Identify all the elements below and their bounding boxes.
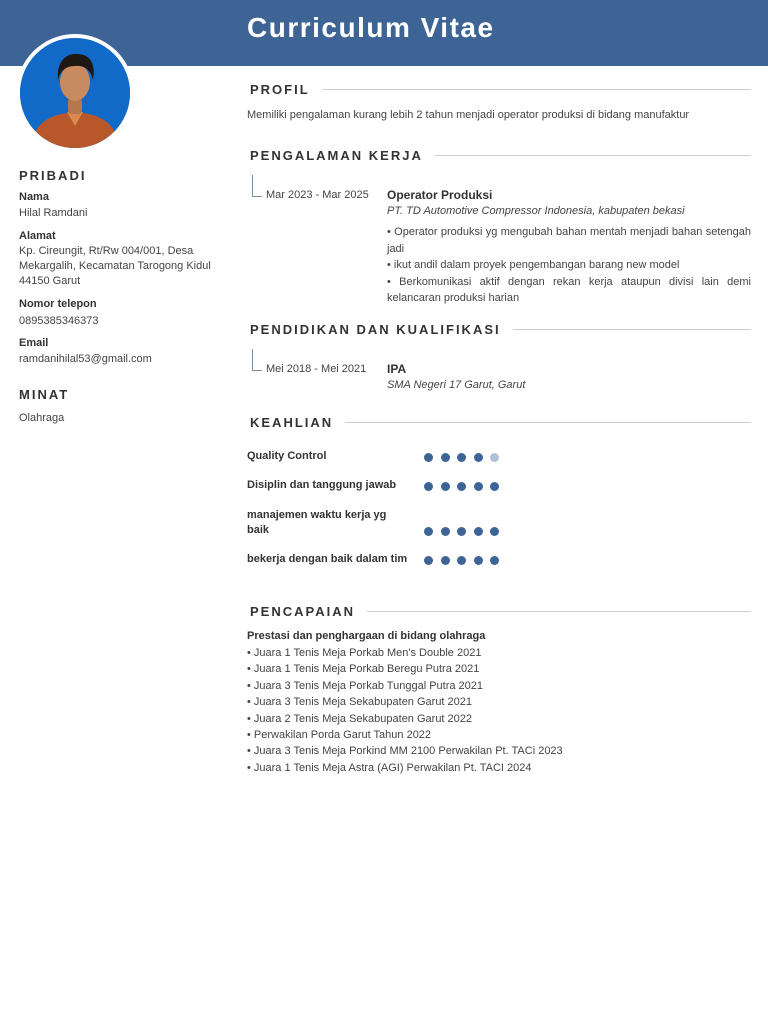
profile-photo-frame	[16, 34, 134, 152]
skill-rating	[424, 556, 499, 565]
profile-photo	[20, 38, 130, 148]
skill-rating	[424, 527, 499, 536]
experience-heading-label: PENGALAMAN KERJA	[250, 147, 423, 163]
achievements-title: Prestasi dan penghargaan di bidang olahraga	[247, 630, 486, 642]
list-item: • Juara 1 Tenis Meja Porkab Beregu Putra 2021	[247, 663, 480, 676]
email-value: ramdanihilal53@gmail.com	[19, 353, 152, 365]
skills-heading	[250, 414, 751, 430]
rating-dot-filled	[457, 453, 466, 462]
phone-value: 0895385346373	[19, 315, 99, 327]
list-item: • Juara 1 Tenis Meja Astra (AGI) Perwakilan Pt. TACI 2024	[247, 761, 532, 774]
divider-line	[435, 155, 751, 156]
rating-dot-filled	[424, 527, 433, 536]
rating-dot-filled	[441, 453, 450, 462]
skills-heading-label: KEAHLIAN	[250, 414, 334, 430]
interest-value: Olahraga	[19, 412, 65, 424]
email-label: Email	[19, 337, 49, 349]
phone-label: Nomor telepon	[19, 298, 97, 310]
experience-title: Operator Produksi	[387, 188, 493, 202]
achievements-list	[247, 645, 563, 776]
achievements-heading-label: PENCAPAIAN	[250, 603, 355, 619]
list-item: • Juara 3 Tenis Meja Porkab Tunggal Putra 2021	[247, 679, 484, 692]
timeline-bracket	[252, 175, 262, 197]
skill-name: manajemen waktu kerja yg baik	[247, 509, 387, 536]
profile-heading	[250, 81, 751, 97]
profile-heading-label: PROFIL	[250, 81, 310, 97]
education-heading	[250, 321, 751, 337]
experience-company: PT. TD Automotive Compressor Indonesia, kabupaten bekasi	[387, 205, 685, 217]
person-portrait-icon	[20, 38, 130, 148]
skill-name: bekerja dengan baik dalam tim	[247, 553, 408, 565]
rating-dot-filled	[474, 527, 483, 536]
page-title: Curriculum Vitae	[247, 12, 495, 43]
list-item: • Juara 2 Tenis Meja Sekabupaten Garut 2022	[247, 712, 473, 725]
experience-bullets	[387, 224, 751, 307]
skill-name: Quality Control	[247, 450, 327, 462]
skill-rating	[424, 453, 499, 462]
achievements-heading	[250, 603, 751, 619]
rating-dot-filled	[490, 482, 499, 491]
profile-text: Memiliki pengalaman kurang lebih 2 tahun menjadi operator produksi di bidang manufaktur	[247, 109, 690, 121]
skill-rating	[424, 482, 499, 491]
rating-dot-filled	[424, 453, 433, 462]
rating-dot-filled	[490, 556, 499, 565]
list-item: • Perwakilan Porda Garut Tahun 2022	[247, 729, 432, 742]
education-title: IPA	[387, 362, 407, 376]
list-item: • ikut andil dalam proyek pengembangan barang new model	[387, 259, 680, 271]
rating-dot-filled	[490, 527, 499, 536]
rating-dot-filled	[441, 556, 450, 565]
list-item: • Juara 1 Tenis Meja Porkab Men's Double 2021	[247, 647, 482, 659]
rating-dot-filled	[474, 482, 483, 491]
interest-heading: MINAT	[19, 387, 70, 402]
list-item: • Berkomunikasi aktif dengan rekan kerja ataupun divisi lain demi kelancaran produksi harian	[387, 275, 751, 304]
rating-dot-filled	[424, 482, 433, 491]
rating-dot-empty	[490, 453, 499, 462]
divider-line	[322, 89, 751, 90]
personal-heading: PRIBADI	[19, 168, 87, 183]
list-item: • Juara 3 Tenis Meja Porkind MM 2100 Perwakilan Pt. TACi 2023	[247, 745, 563, 758]
rating-dot-filled	[474, 453, 483, 462]
divider-line	[367, 611, 751, 612]
name-value: Hilal Ramdani	[19, 207, 88, 219]
address-value: Kp. Cireungit, Rt/Rw 004/001, Desa Mekargalih, Kecamatan Tarogong Kidul 44150 Garut	[19, 245, 211, 287]
list-item: • Juara 3 Tenis Meja Sekabupaten Garut 2021	[247, 696, 473, 709]
rating-dot-filled	[457, 527, 466, 536]
education-date: Mei 2018 - Mei 2021	[266, 363, 367, 375]
list-item: • Operator produksi yg mengubah bahan mentah menjadi bahan setengah jadi	[387, 226, 751, 255]
education-heading-label: PENDIDIKAN DAN KUALIFIKASI	[250, 321, 501, 337]
education-school: SMA Negeri 17 Garut, Garut	[387, 379, 526, 391]
divider-line	[513, 329, 751, 330]
timeline-bracket	[252, 349, 262, 371]
experience-date: Mar 2023 - Mar 2025	[266, 189, 369, 201]
skill-name: Disiplin dan tanggung jawab	[247, 479, 397, 491]
rating-dot-filled	[457, 482, 466, 491]
rating-dot-filled	[441, 482, 450, 491]
rating-dot-filled	[457, 556, 466, 565]
rating-dot-filled	[424, 556, 433, 565]
rating-dot-filled	[441, 527, 450, 536]
divider-line	[345, 422, 751, 423]
address-label: Alamat	[19, 230, 56, 242]
name-label: Nama	[19, 191, 49, 203]
rating-dot-filled	[474, 556, 483, 565]
experience-heading	[250, 147, 751, 163]
